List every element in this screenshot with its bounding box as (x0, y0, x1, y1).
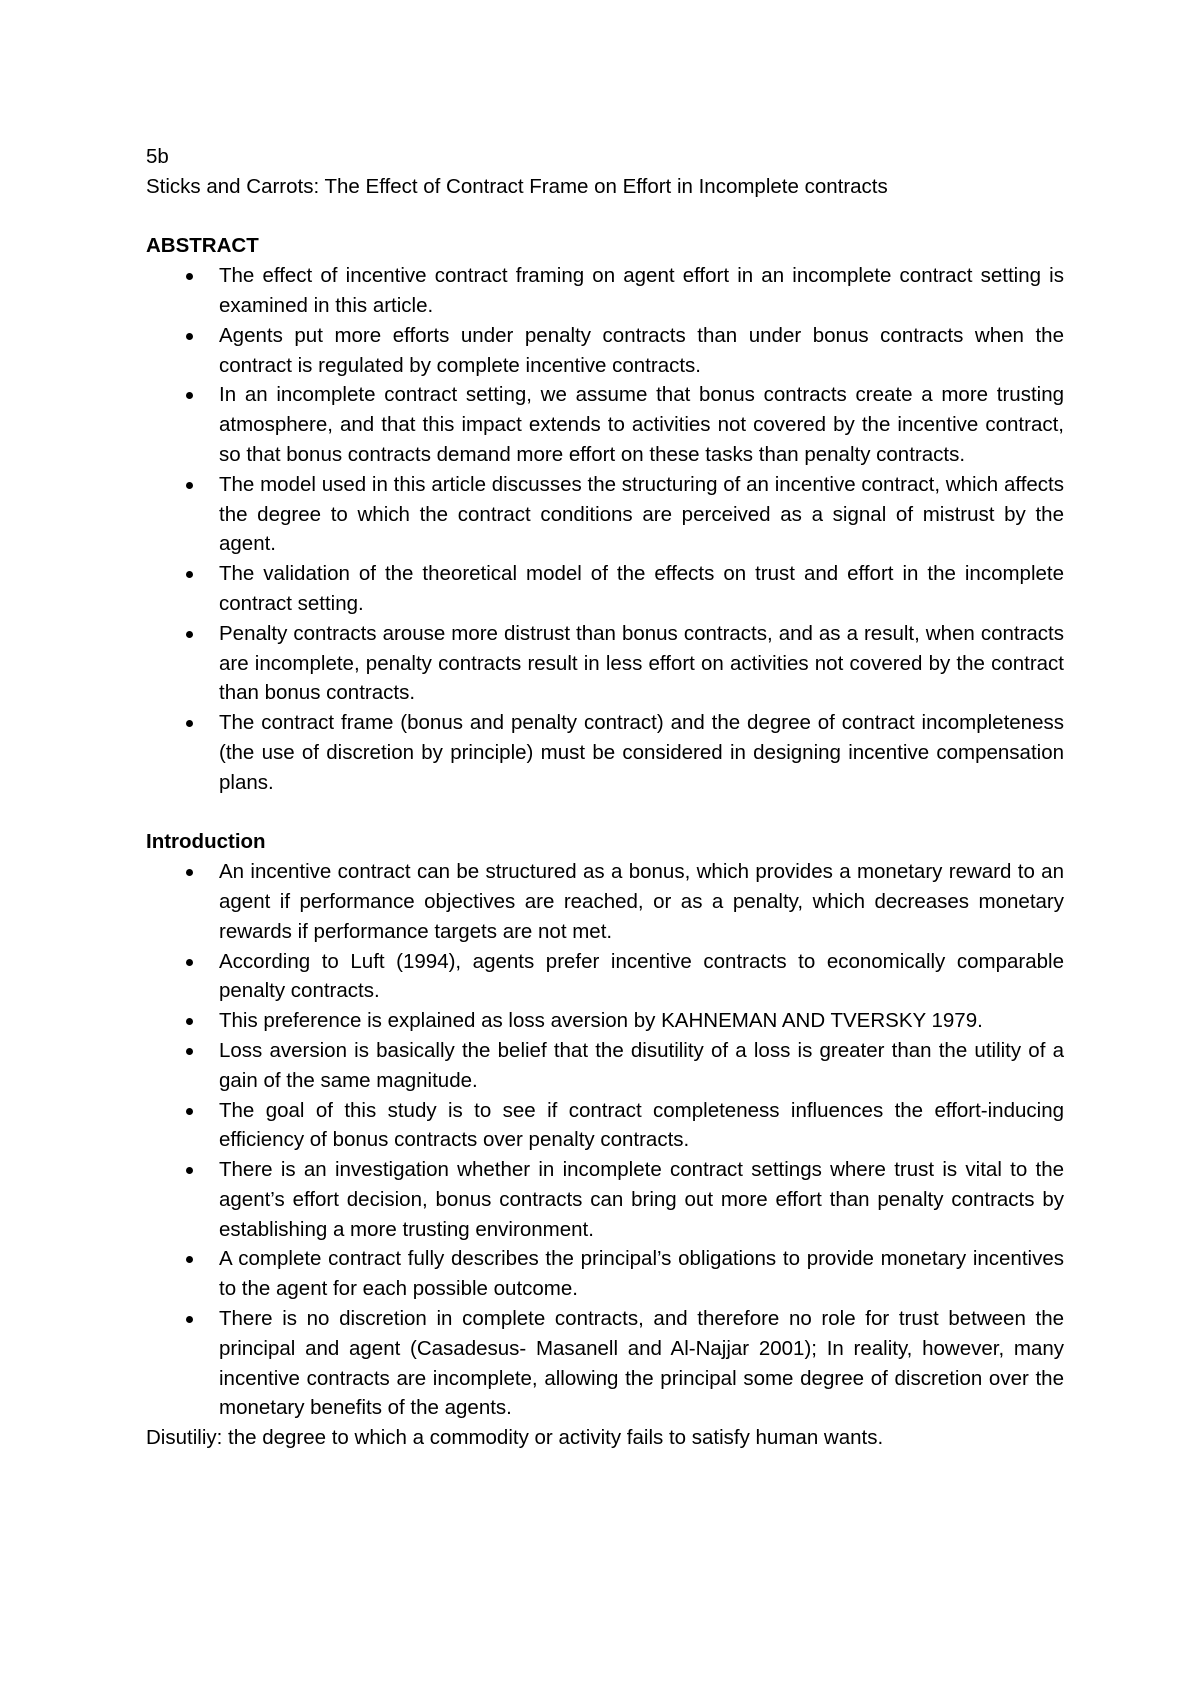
introduction-heading: Introduction (146, 830, 266, 854)
list-item (146, 1036, 1064, 1096)
list-item (146, 947, 1064, 1007)
list-item-text: An incentive contract can be structured as a bonus, which provides a monetary reward to an agent if performance objectives are reached, or as a penalty, which decreases monetary rewards if performance targets are not met. (219, 860, 1064, 943)
definition-text: Disutiliy: the degree to which a commodity or activity fails to satisfy human wants. (146, 1426, 884, 1450)
list-item-text: A complete contract fully describes the principal’s obligations to provide monetary incentives to the agent for each possible outcome. (219, 1247, 1064, 1301)
list-item (146, 1304, 1064, 1423)
list-item (146, 321, 1064, 381)
bullet-icon (186, 1167, 193, 1174)
abstract-list (146, 261, 1064, 797)
document-page (146, 142, 1064, 1453)
list-item (146, 261, 1064, 321)
bullet-icon (186, 869, 193, 876)
document-title: Sticks and Carrots: The Effect of Contract Frame on Effort in Incomplete contracts (146, 174, 888, 198)
list-item (146, 1244, 1064, 1304)
list-item (146, 708, 1064, 797)
bullet-icon (186, 273, 193, 280)
list-item-text: There is no discretion in complete contracts, and therefore no role for trust between the principal and agent (Casadesus- Masanell and Al-Najjar 2001); In reality, however, many incentive contracts are incomplete, allowing the principal some degree of discretion over the monetary benefits of the agents. (219, 1307, 1064, 1420)
document-id: 5b (146, 145, 169, 168)
abstract-section (146, 231, 1064, 797)
bullet-icon (186, 482, 193, 489)
bullet-icon (186, 1018, 193, 1025)
bullet-icon (186, 1108, 193, 1115)
list-item (146, 619, 1064, 708)
bullet-icon (186, 959, 193, 966)
list-item-text: There is an investigation whether in incomplete contract settings where trust is vital to the agent’s effort decision, bonus contracts can bring out more effort than penalty contracts by establishing a more trusting environment. (219, 1158, 1064, 1241)
list-item-text: The effect of incentive contract framing on agent effort in an incomplete contract setting is examined in this article. (219, 264, 1064, 317)
list-item-text: Penalty contracts arouse more distrust than bonus contracts, and as a result, when contracts are incomplete, penalty contracts result in less effort on activities not covered by the contract than bonus contracts. (219, 621, 1064, 705)
bullet-icon (186, 631, 193, 638)
list-item (146, 470, 1064, 559)
list-item (146, 380, 1064, 469)
list-item-text: Loss aversion is basically the belief that the disutility of a loss is greater than the utility of a gain of the same magnitude. (219, 1038, 1064, 1092)
bullet-icon (186, 571, 193, 578)
list-item-text: In an incomplete contract setting, we assume that bonus contracts create a more trusting atmosphere, and that this impact extends to activities not covered by the incentive contract, so that bonus contracts demand more effort on these tasks than penalty contracts. (219, 383, 1064, 466)
bullet-icon (186, 392, 193, 399)
list-item-text: According to Luft (1994), agents prefer incentive contracts to economically comparable penalty contracts. (219, 949, 1064, 1003)
list-item-text: Agents put more efforts under penalty contracts than under bonus contracts when the contract is regulated by complete incentive contracts. (219, 323, 1064, 377)
list-item-text: The validation of the theoretical model of the effects on trust and effort in the incomplete contract setting. (219, 562, 1064, 615)
abstract-heading: ABSTRACT (146, 234, 259, 258)
bullet-icon (186, 333, 193, 340)
introduction-list (146, 857, 1064, 1423)
list-item-text: This preference is explained as loss aversion by KAHNEMAN AND TVERSKY 1979. (219, 1009, 983, 1033)
list-item-text: The goal of this study is to see if contract completeness influences the effort-inducing efficiency of bonus contracts over penalty contracts. (219, 1098, 1064, 1152)
list-item (146, 1155, 1064, 1244)
list-item (146, 857, 1064, 946)
bullet-icon (186, 1048, 193, 1055)
bullet-icon (186, 720, 193, 727)
list-item-text: The contract frame (bonus and penalty contract) and the degree of contract incompleteness (the use of discretion by principle) must be considered in designing incentive compensation plans. (219, 711, 1064, 794)
list-item (146, 1096, 1064, 1156)
list-item (146, 1006, 1064, 1036)
bullet-icon (186, 1316, 193, 1323)
list-item-text: The model used in this article discusses the structuring of an incentive contract, which affects the degree to which the contract conditions are perceived as a signal of mistrust by the agent. (219, 472, 1064, 556)
introduction-section (146, 827, 1064, 1453)
bullet-icon (186, 1256, 193, 1263)
list-item (146, 559, 1064, 619)
